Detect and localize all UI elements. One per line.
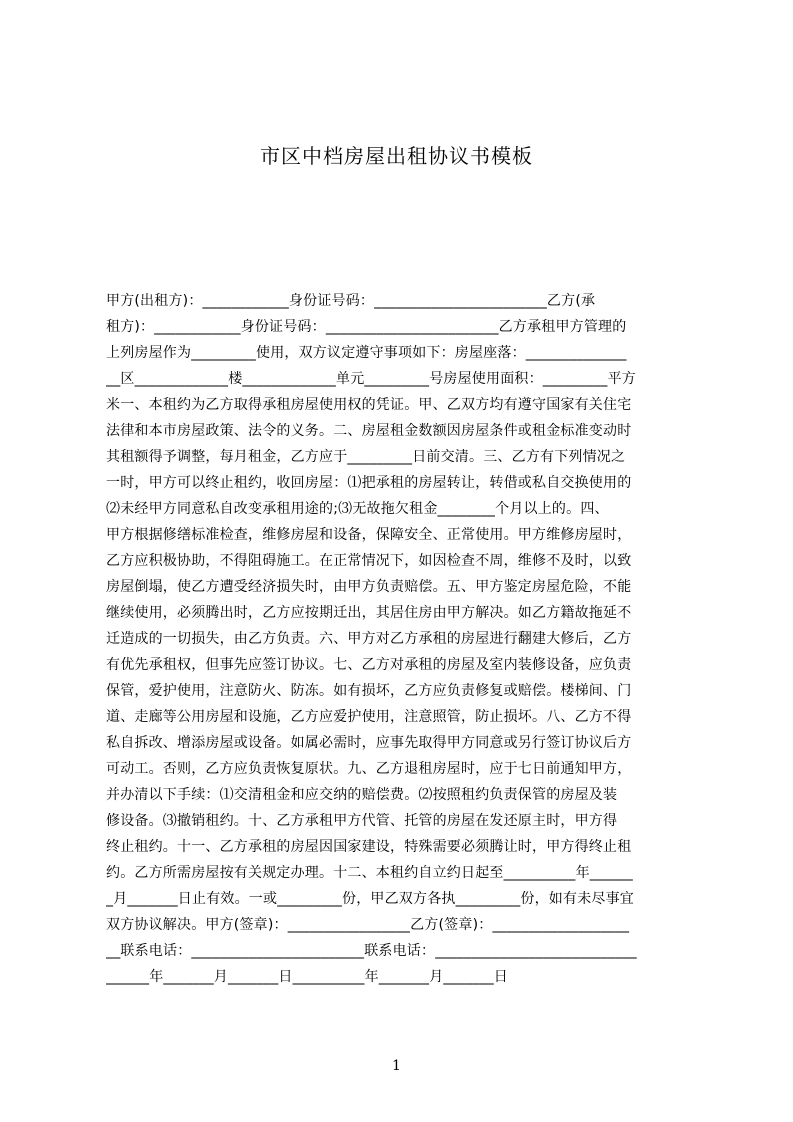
body-line: 房屋倒塌，使乙方遭受经济损失时，由甲方负责赔偿。五、甲方鉴定房屋危险，不能: [106, 579, 632, 595]
body-line: 有优先承租权，但事先应签订协议。七、乙方对承租的房屋及室内装修设备，应负责: [106, 657, 632, 673]
body-line: 修设备。⑶撤销租约。十、乙方承租甲方代管、托管的房屋在发还原主时，甲方得: [106, 813, 618, 829]
body-line: 上列房屋作为_________使用，双方议定遵守事项如下：房屋座落：______________: [106, 345, 627, 361]
body-line: 乙方应积极协助，不得阻碍施工。在正常情况下，如因检查不周，维修不及时，以致: [106, 553, 632, 569]
document-title: 市区中档房屋出租协议书模板: [260, 144, 533, 168]
body-line: 甲方(出租方)：____________身份证号码：________________________乙方(承: [106, 293, 596, 309]
body-line: 终止租约。十一、乙方承租的房屋因国家建设，特殊需要必须腾让时，甲方得终止租: [106, 839, 632, 855]
body-line: 可动工。否则，乙方应负责恢复原状。九、乙方退租房屋时，应于七日前通知甲方，: [106, 761, 632, 777]
body-line: 迁造成的一切损失，由乙方负责。六、甲方对乙方承租的房屋进行翻建大修后，乙方: [106, 631, 632, 647]
page-number: 1: [392, 1058, 401, 1074]
body-line: 租方)：____________身份证号码：________________________乙方承租甲方管理的: [106, 319, 627, 335]
body-line: 道、走廊等公用房屋和设施，乙方应爱护使用，注意照管，防止损坏。八、乙方不得: [106, 709, 632, 725]
body-line: __联系电话：________________________联系电话：____________________________: [106, 943, 637, 959]
body-line: 约。乙方所需房屋按有关规定办理。十二、本租约自立约日起至__________年______: [106, 865, 633, 881]
body-line: _月_______日止有效。一或_________份，甲乙双方各执_________份，如有未尽事宜: [106, 891, 634, 907]
body-line: ______年_______月_______日__________年_______月_______日: [106, 969, 508, 985]
body-line: 保管，爱护使用，注意防火、防冻。如有损坏，乙方应负责修复或赔偿。楼梯间、门: [106, 683, 632, 699]
body-line: 私自拆改、增添房屋或设备。如属必需时，应事先取得甲方同意或另行签订协议后方: [106, 735, 632, 751]
body-line: 甲方根据修缮标准检查，维修房屋和设备，保障安全、正常使用。甲方维修房屋时，: [106, 527, 632, 543]
body-line: 其租额得予调整，每月租金，乙方应于_________日前交清。三、乙方有下列情况之: [106, 449, 626, 465]
body-line: ⑵未经甲方同意私自改变承租用途的;⑶无故拖欠租金________个月以上的。四、: [106, 501, 609, 517]
body-line: 继续使用，必须腾出时，乙方应按期迁出，其居住房由甲方解决。如乙方籍故拖延不: [106, 605, 632, 621]
body-line: 米一、本租约为乙方取得承租房屋使用权的凭证。甲、乙双方均有遵守国家有关住宅: [106, 397, 632, 413]
body-line: __区_____________楼_____________单元_________号房屋使用面积：_________平方: [106, 371, 636, 387]
body-line: 并办清以下手续：⑴交清租金和应交纳的赔偿费。⑵按照租约负责保管的房屋及装: [106, 787, 618, 803]
body-line: 法律和本市房屋政策、法令的义务。二、房屋租金数额因房屋条件或租金标准变动时: [106, 423, 632, 439]
agreement-body: [106, 288, 704, 1008]
body-line: 一时，甲方可以终止租约，收回房屋：⑴把承租的房屋转让，转借或私自交换使用的: [106, 475, 632, 491]
body-line: 双方协议解决。甲方(签章)：_________________乙方(签章)：___________________: [106, 917, 630, 933]
